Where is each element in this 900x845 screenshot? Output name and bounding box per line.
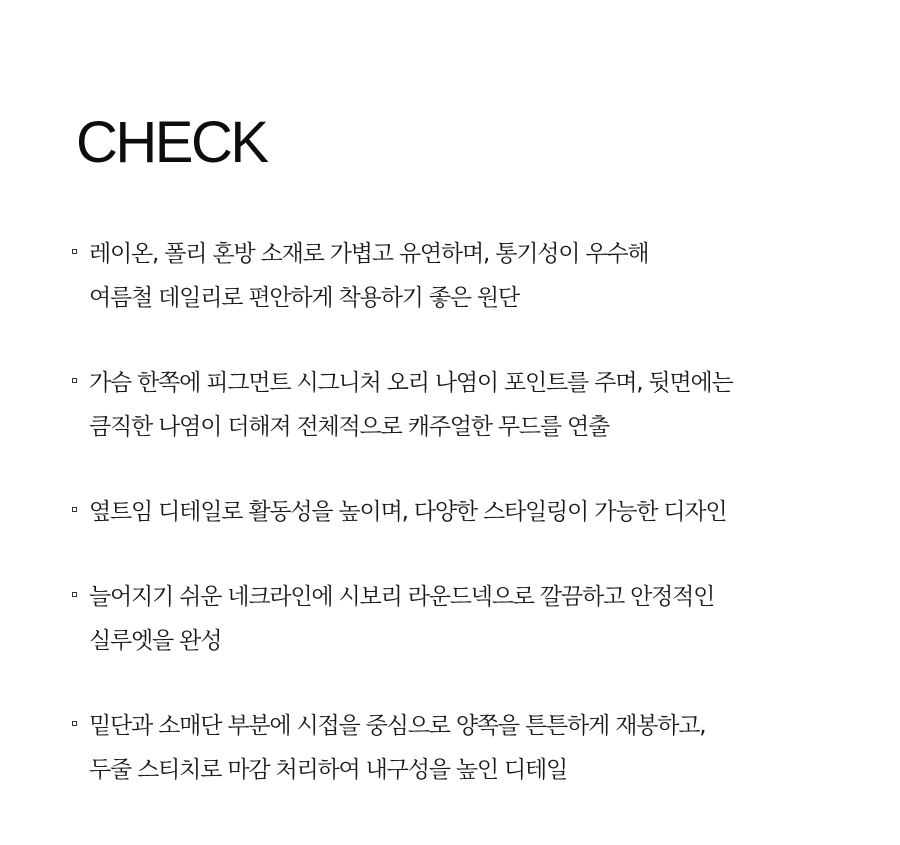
check-item-text: 큼직한 나염이 더해져 전체적으로 캐주얼한 무드를 연출 — [89, 414, 610, 440]
check-list — [72, 232, 872, 833]
check-item-text: 밑단과 소매단 부분에 시접을 중심으로 양쪽을 튼튼하게 재봉하고, — [89, 713, 706, 739]
square-bullet-icon — [72, 592, 77, 597]
square-bullet-icon — [72, 378, 77, 383]
check-item-text: 여름철 데일리로 편안하게 착용하기 좋은 원단 — [89, 285, 519, 311]
check-item-text: 가슴 한쪽에 피그먼트 시그니처 오리 나염이 포인트를 주며, 뒷면에는 — [89, 370, 733, 396]
check-item-5 — [72, 704, 872, 792]
check-item-text: 옆트임 디테일로 활동성을 높이며, 다양한 스타일링이 가능한 디자인 — [89, 499, 727, 525]
square-bullet-icon — [72, 507, 77, 512]
square-bullet-icon — [72, 249, 77, 254]
check-item-text: 늘어지기 쉬운 네크라인에 시보리 라운드넥으로 깔끔하고 안정적인 — [89, 584, 715, 610]
check-item-4 — [72, 575, 872, 663]
check-item-3 — [72, 490, 872, 534]
check-item-2 — [72, 361, 872, 449]
square-bullet-icon — [72, 721, 77, 726]
check-item-text: 두줄 스티치로 마감 처리하여 내구성을 높인 디테일 — [89, 757, 568, 783]
check-item-text: 레이온, 폴리 혼방 소재로 가볍고 유연하며, 통기성이 우수해 — [89, 241, 649, 267]
check-item-text: 실루엣을 완성 — [89, 628, 222, 654]
section-title: CHECK — [76, 110, 267, 175]
check-item-1 — [72, 232, 872, 320]
